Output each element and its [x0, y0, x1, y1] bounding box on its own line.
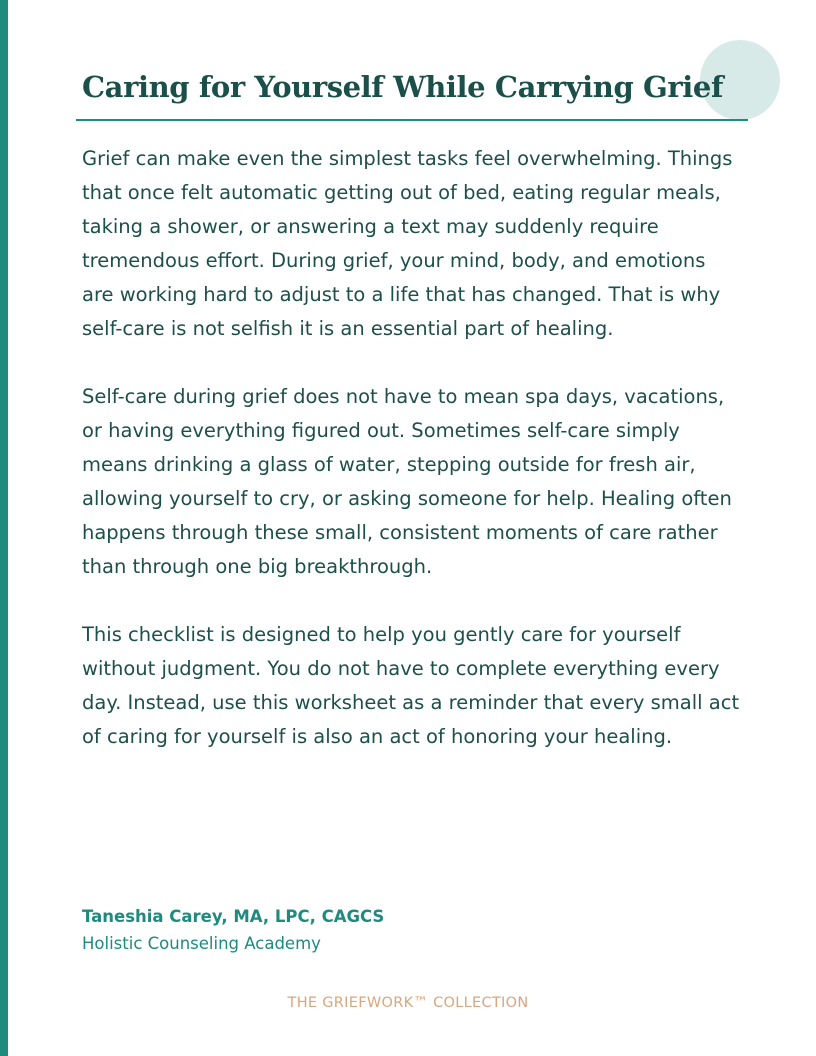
collection-footer: THE GRIEFWORK™ COLLECTION	[287, 995, 529, 1011]
author-name: Taneshia Carey, MA, LPC, CAGCS	[82, 907, 385, 926]
body-text	[82, 142, 742, 788]
title-underline	[76, 119, 748, 121]
paragraph-1: Grief can make even the simplest tasks feel overwhelming. Things that once felt automatic getting out of bed, eating regular meals, taking a shower, or answering a text may suddenly require tremendous effort. During grief, your mind, body, and emotions are working hard to adjust to a life that has changed. That is why self-care is not selfish it is an essential part of healing.	[82, 147, 733, 340]
paragraph-2: Self-care during grief does not have to mean spa days, vacations, or having everything figured out. Sometimes self-care simply means drinking a glass of water, stepping outside for fresh air, allowing yourself to cry, or asking someone for help. Healing often happens through these small, consistent moments of care rather than through one big breakthrough.	[82, 385, 732, 578]
paragraph-3: This checklist is designed to help you gently care for yourself without judgment. You do not have to complete everything every day. Instead, use this worksheet as a reminder that every small act of caring for yourself is also an act of honoring your healing.	[82, 623, 740, 748]
left-accent-bar	[0, 0, 8, 1056]
author-organization: Holistic Counseling Academy	[82, 934, 321, 953]
page-title: Caring for Yourself While Carrying Grief	[82, 70, 724, 104]
